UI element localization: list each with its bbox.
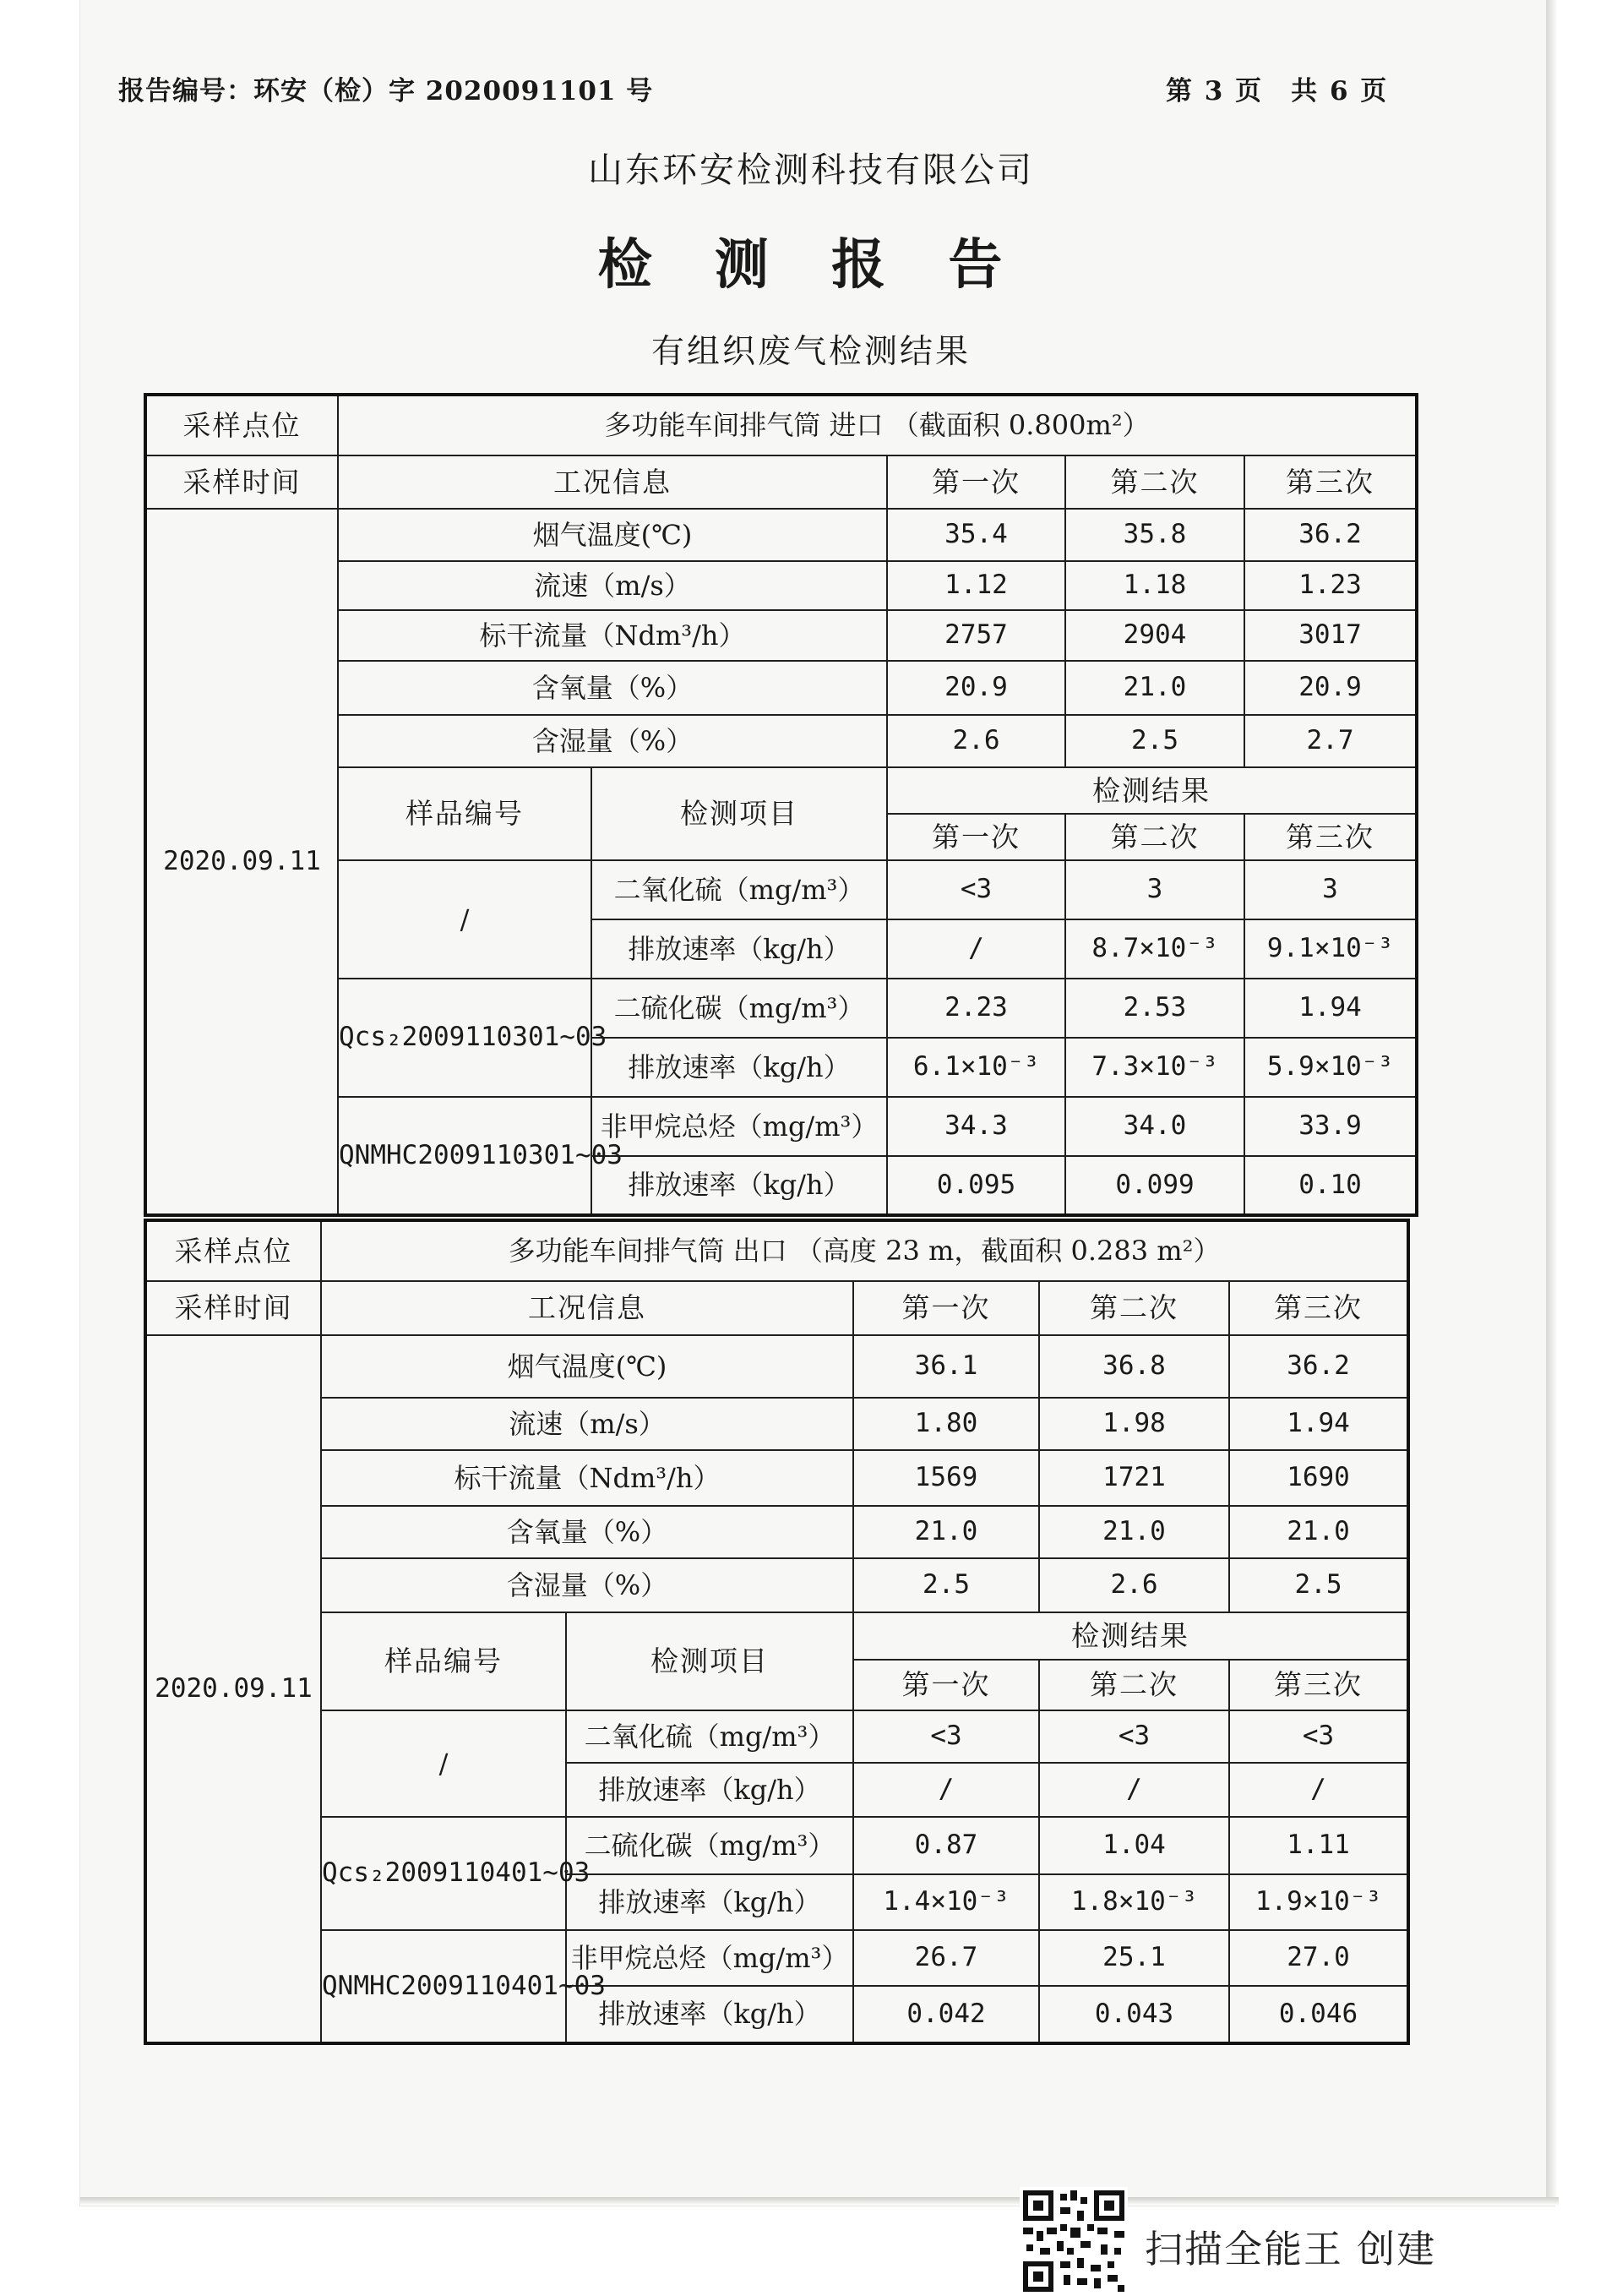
condition-name: 含湿量（%） <box>321 1558 853 1612</box>
paper-bottom-edge <box>80 2197 1559 2206</box>
condition-value: 21.0 <box>1229 1506 1408 1558</box>
run3-header: 第三次 <box>1229 1281 1408 1335</box>
result-value: 25.1 <box>1039 1930 1229 1986</box>
condition-value: 1569 <box>853 1450 1039 1506</box>
company-name: 山东环安检测科技有限公司 <box>588 150 1034 190</box>
condition-value: 20.9 <box>887 661 1065 715</box>
condition-value: 36.2 <box>1244 509 1417 561</box>
test-item: 二硫化碳（mg/m³） <box>591 979 887 1038</box>
sample-no: Qcs₂2009110301~03 <box>338 979 591 1097</box>
inlet-date: 2020.09.11 <box>145 509 338 1215</box>
result-value: 0.10 <box>1244 1156 1417 1215</box>
qr-code-icon <box>1020 2187 1128 2295</box>
result-value: 0.042 <box>853 1986 1039 2043</box>
condition-value: 2.5 <box>1229 1558 1408 1612</box>
sample-no: Qcs₂2009110401~03 <box>321 1817 566 1930</box>
camscanner-watermark: 扫描全能王 创建 <box>1145 2227 1437 2271</box>
result-value: 26.7 <box>853 1930 1039 1986</box>
test-item: 排放速率（kg/h） <box>591 1156 887 1215</box>
result-value: 1.11 <box>1229 1817 1408 1874</box>
run3-header: 第三次 <box>1229 1660 1408 1710</box>
inlet-table <box>144 393 1418 1217</box>
condition-value: 2904 <box>1065 610 1244 661</box>
condition-name: 流速（m/s） <box>321 1398 853 1450</box>
sample-no: / <box>338 860 591 979</box>
sampling-time-label: 采样时间 <box>145 1281 321 1335</box>
run3-header: 第三次 <box>1244 455 1417 509</box>
run1-header: 第一次 <box>853 1660 1039 1710</box>
sample-no: QNMHC2009110401~03 <box>321 1930 566 2043</box>
condition-name: 烟气温度(℃) <box>321 1335 853 1398</box>
result-value: 1.9×10⁻³ <box>1229 1874 1408 1930</box>
result-value: 9.1×10⁻³ <box>1244 919 1417 979</box>
condition-name: 标干流量（Ndm³/h） <box>338 610 887 661</box>
result-value: 8.7×10⁻³ <box>1065 919 1244 979</box>
result-value: 2.53 <box>1065 979 1244 1038</box>
result-value: 3 <box>1244 860 1417 919</box>
result-value: 1.94 <box>1244 979 1417 1038</box>
condition-value: 36.2 <box>1229 1335 1408 1398</box>
condition-name: 含氧量（%） <box>321 1506 853 1558</box>
condition-value: 2.6 <box>887 715 1065 767</box>
result-value: <3 <box>887 860 1065 919</box>
result-value: <3 <box>1229 1710 1408 1763</box>
result-value: 33.9 <box>1244 1097 1417 1156</box>
result-value: / <box>1039 1763 1229 1817</box>
condition-value: 1.23 <box>1244 561 1417 610</box>
condition-value: 2.5 <box>1065 715 1244 767</box>
test-item: 排放速率（kg/h） <box>591 919 887 979</box>
test-item: 二氧化硫（mg/m³） <box>566 1710 853 1763</box>
result-value: <3 <box>1039 1710 1229 1763</box>
sampling-point-label: 采样点位 <box>145 395 338 455</box>
test-result-header: 检测结果 <box>853 1612 1408 1660</box>
sampling-point-label: 采样点位 <box>145 1220 321 1281</box>
outlet-table <box>144 1219 1410 2045</box>
report-subtitle: 有组织废气检测结果 <box>650 333 971 371</box>
condition-value: 1721 <box>1039 1450 1229 1506</box>
result-value: 0.043 <box>1039 1986 1229 2043</box>
run2-header: 第二次 <box>1065 814 1244 860</box>
report-number: 报告编号：环安（检）字 2020091101 号 <box>118 76 654 106</box>
result-value: 0.046 <box>1229 1986 1408 2043</box>
test-item: 非甲烷总烃（mg/m³） <box>591 1097 887 1156</box>
condition-value: 1.94 <box>1229 1398 1408 1450</box>
condition-value: 20.9 <box>1244 661 1417 715</box>
result-value: 1.4×10⁻³ <box>853 1874 1039 1930</box>
condition-name: 烟气温度(℃) <box>338 509 887 561</box>
condition-name: 流速（m/s） <box>338 561 887 610</box>
result-value: 0.099 <box>1065 1156 1244 1215</box>
result-value: 27.0 <box>1229 1930 1408 1986</box>
condition-name: 标干流量（Ndm³/h） <box>321 1450 853 1506</box>
result-value: 6.1×10⁻³ <box>887 1038 1065 1097</box>
condition-value: 35.8 <box>1065 509 1244 561</box>
condition-value: 21.0 <box>1039 1506 1229 1558</box>
test-result-header: 检测结果 <box>887 767 1417 814</box>
test-item: 排放速率（kg/h） <box>591 1038 887 1097</box>
result-value: / <box>887 919 1065 979</box>
test-item: 排放速率（kg/h） <box>566 1763 853 1817</box>
condition-value: 2.7 <box>1244 715 1417 767</box>
test-item: 二氧化硫（mg/m³） <box>591 860 887 919</box>
condition-value: 36.1 <box>853 1335 1039 1398</box>
run1-header: 第一次 <box>887 455 1065 509</box>
condition-value: 1690 <box>1229 1450 1408 1506</box>
result-value: / <box>853 1763 1039 1817</box>
sample-no: QNMHC2009110301~03 <box>338 1097 591 1215</box>
run2-header: 第二次 <box>1039 1281 1229 1335</box>
test-item-header: 检测项目 <box>591 767 887 860</box>
result-value: 1.8×10⁻³ <box>1039 1874 1229 1930</box>
report-title: 检 测 报 告 <box>597 233 1025 297</box>
condition-value: 35.4 <box>887 509 1065 561</box>
test-item: 排放速率（kg/h） <box>566 1874 853 1930</box>
sample-no-header: 样品编号 <box>321 1612 566 1710</box>
condition-value: 2757 <box>887 610 1065 661</box>
condition-value: 1.98 <box>1039 1398 1229 1450</box>
condition-name: 含湿量（%） <box>338 715 887 767</box>
outlet-date: 2020.09.11 <box>145 1335 321 2043</box>
condition-value: 2.6 <box>1039 1558 1229 1612</box>
test-item: 非甲烷总烃（mg/m³） <box>566 1930 853 1986</box>
condition-value: 21.0 <box>1065 661 1244 715</box>
condition-value: 3017 <box>1244 610 1417 661</box>
test-item-header: 检测项目 <box>566 1612 853 1710</box>
condition-value: 36.8 <box>1039 1335 1229 1398</box>
seam-stamp <box>1516 761 1567 1082</box>
condition-value: 21.0 <box>853 1506 1039 1558</box>
run3-header: 第三次 <box>1244 814 1417 860</box>
result-value: / <box>1229 1763 1408 1817</box>
test-item: 排放速率（kg/h） <box>566 1986 853 2043</box>
sample-no: / <box>321 1710 566 1817</box>
run1-header: 第一次 <box>853 1281 1039 1335</box>
sample-no-header: 样品编号 <box>338 767 591 860</box>
result-value: 0.87 <box>853 1817 1039 1874</box>
condition-name: 含氧量（%） <box>338 661 887 715</box>
result-value: 5.9×10⁻³ <box>1244 1038 1417 1097</box>
condition-info-label: 工况信息 <box>321 1281 853 1335</box>
condition-value: 1.80 <box>853 1398 1039 1450</box>
run2-header: 第二次 <box>1065 455 1244 509</box>
page-info: 第 3 页 共 6 页 <box>1166 76 1389 106</box>
result-value: 7.3×10⁻³ <box>1065 1038 1244 1097</box>
result-value: 2.23 <box>887 979 1065 1038</box>
test-item: 二硫化碳（mg/m³） <box>566 1817 853 1874</box>
outlet-point: 多功能车间排气筒 出口 （高度 23 m，截面积 0.283 m²） <box>321 1220 1408 1281</box>
sampling-time-label: 采样时间 <box>145 455 338 509</box>
run1-header: 第一次 <box>887 814 1065 860</box>
condition-value: 2.5 <box>853 1558 1039 1612</box>
result-value: 34.0 <box>1065 1097 1244 1156</box>
condition-value: 1.12 <box>887 561 1065 610</box>
result-value: 3 <box>1065 860 1244 919</box>
condition-value: 1.18 <box>1065 561 1244 610</box>
result-value: <3 <box>853 1710 1039 1763</box>
condition-info-label: 工况信息 <box>338 455 887 509</box>
result-value: 1.04 <box>1039 1817 1229 1874</box>
result-value: 0.095 <box>887 1156 1065 1215</box>
result-value: 34.3 <box>887 1097 1065 1156</box>
run2-header: 第二次 <box>1039 1660 1229 1710</box>
inlet-point: 多功能车间排气筒 进口 （截面积 0.800m²） <box>338 395 1417 455</box>
